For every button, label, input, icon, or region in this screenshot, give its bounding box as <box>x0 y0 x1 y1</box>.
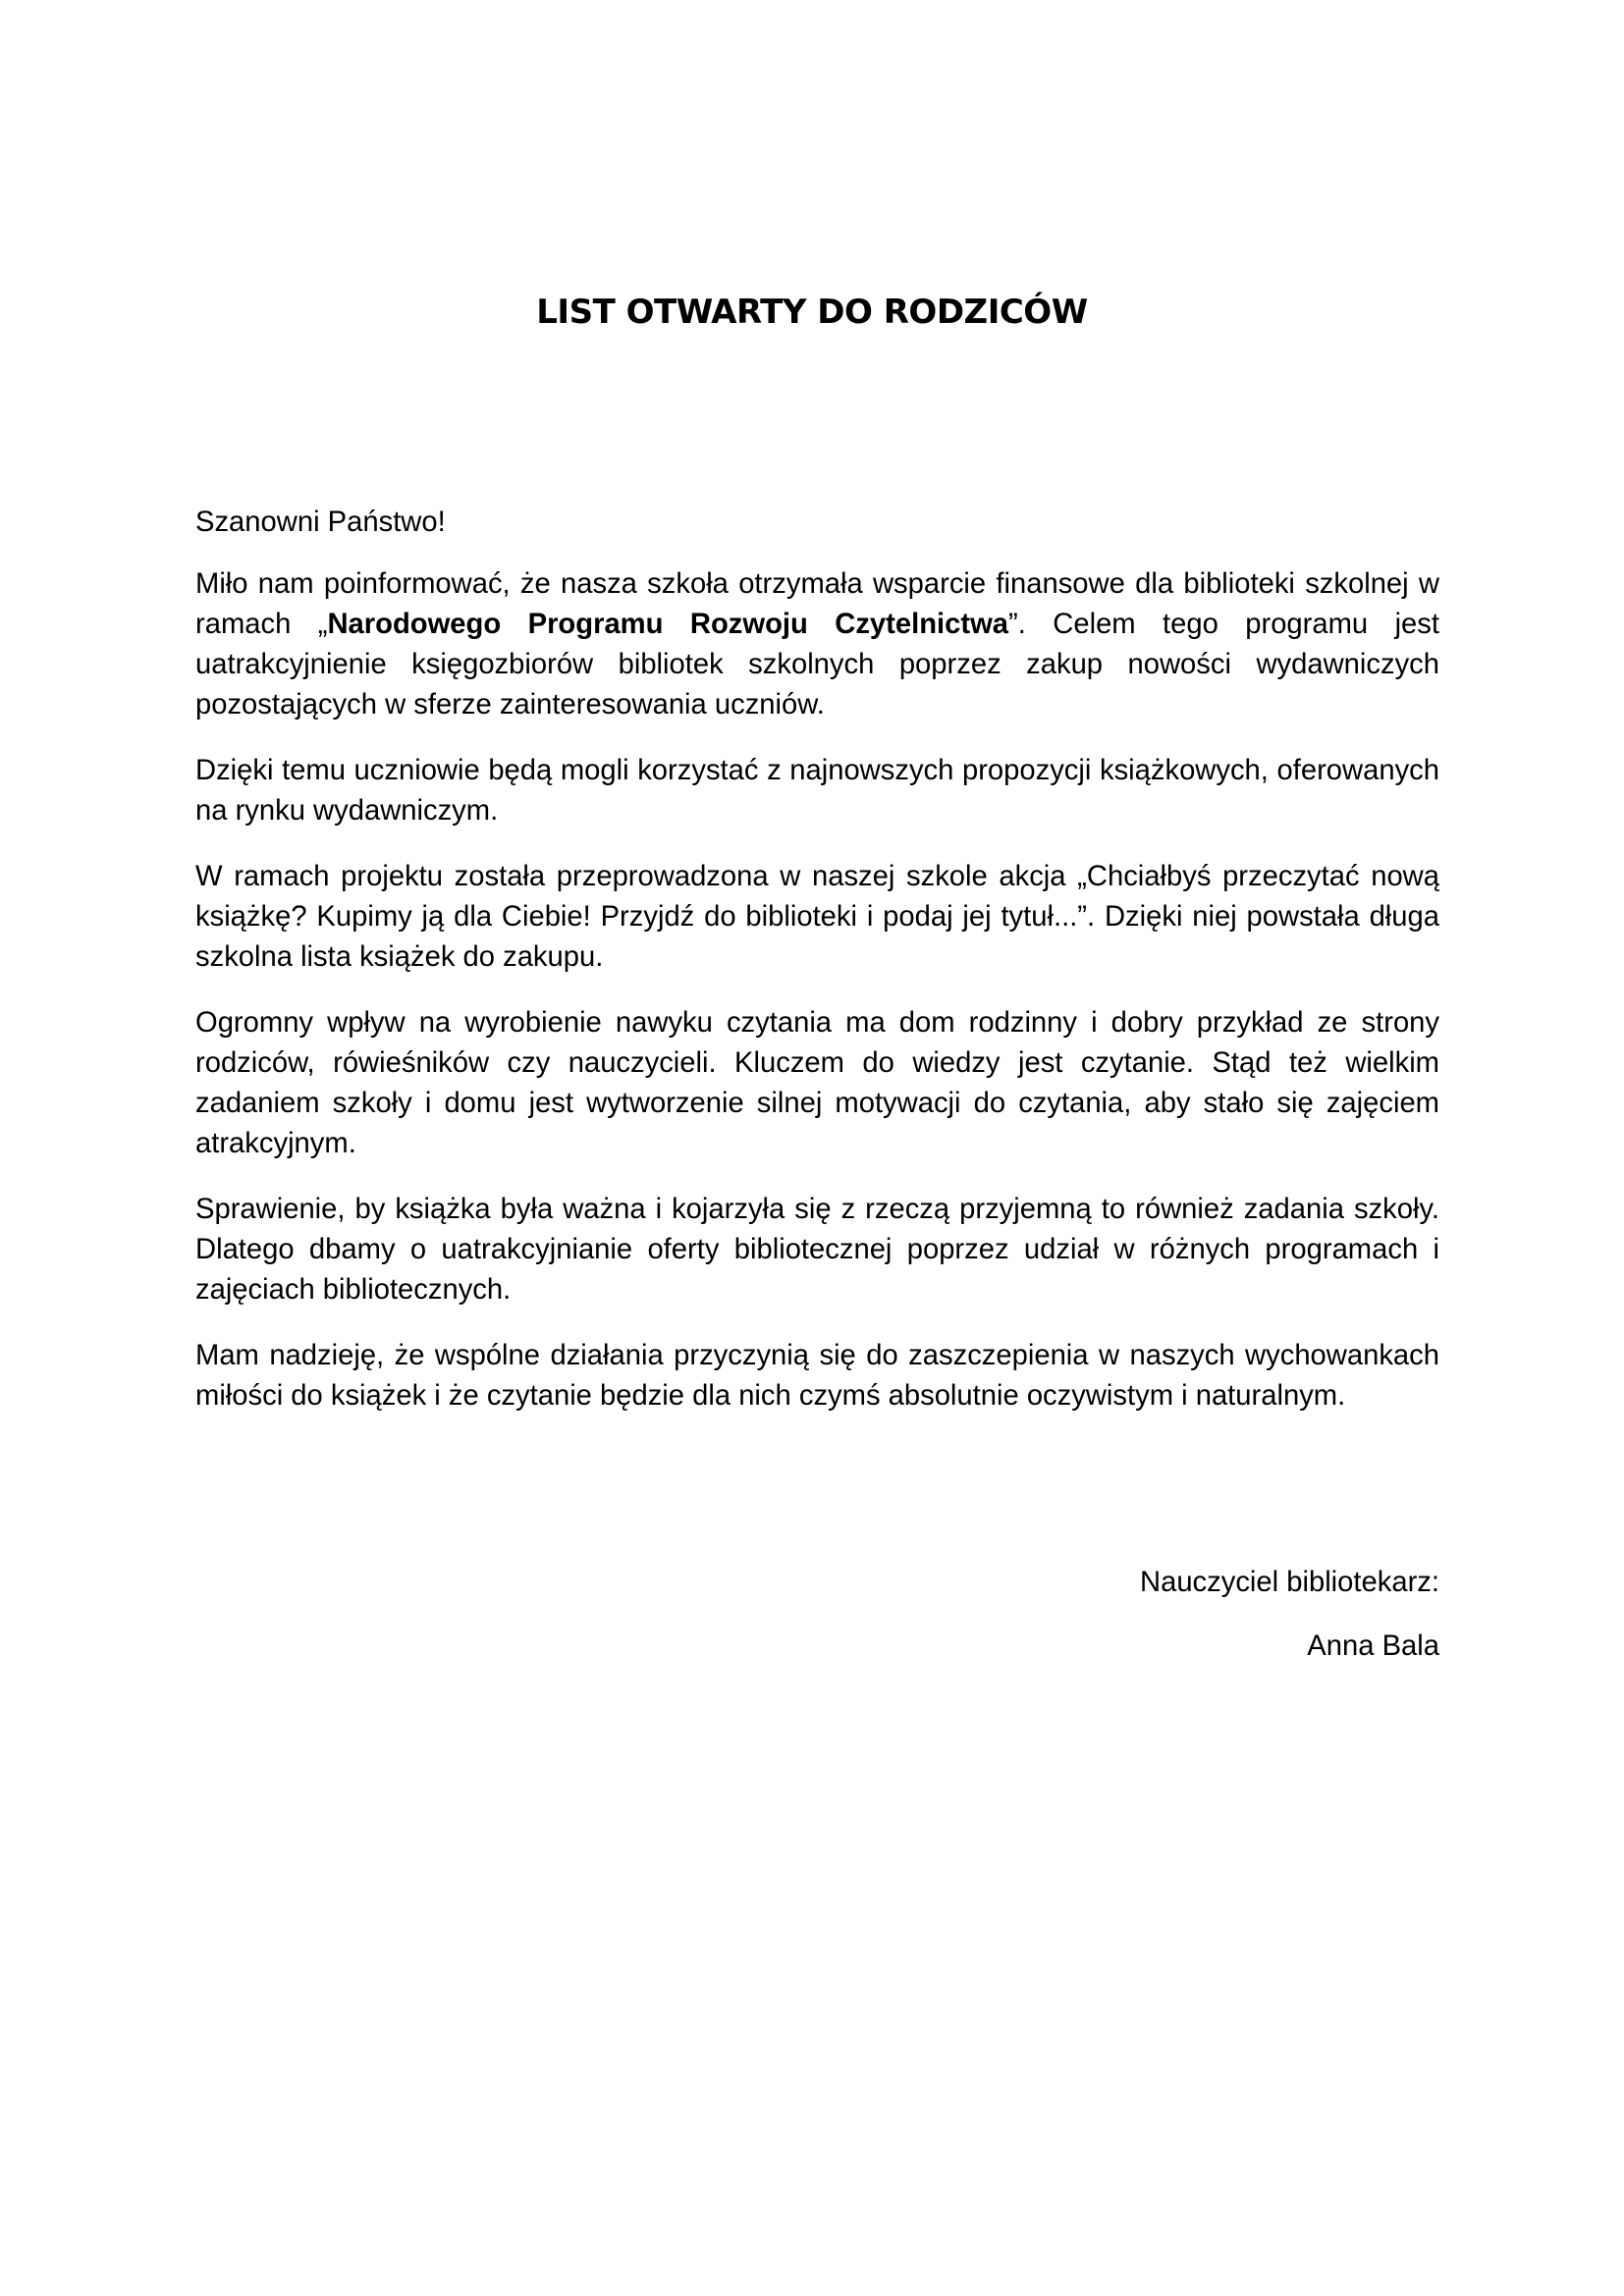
letter-body <box>195 503 1439 1442</box>
paragraph-1-after: ”. Celem tego programu jest uatrakcyjnienie księgozbiorów bibliotek szkolnych poprzez zakup nowości wydawniczych pozostających w sferze zainteresowania uczniów. <box>195 609 1439 721</box>
paragraph-3: W ramach projektu została przeprowadzona w naszej szkole akcja „Chciałbyś przeczytać nową książkę? Kupimy ją dla Ciebie! Przyjdź do biblioteki i podaj jej tytuł...”. Dzięki niej powstała długa szkolna lista książek do zakupu. <box>195 861 1439 973</box>
paragraph-2: Dzięki temu uczniowie będą mogli korzystać z najnowszych propozycji książkowych, oferowanych na rynku wydawniczym. <box>195 755 1439 827</box>
paragraph-1 <box>195 564 1439 725</box>
paragraph-6: Mam nadzieję, że wspólne działania przyczynią się do zaszczepienia w naszych wychowankach miłości do książek i że czytanie będzie dla nich czymś absolutnie oczywistym i naturalnym. <box>195 1340 1439 1412</box>
paragraph-5: Sprawienie, by książka była ważna i kojarzyła się z rzeczą przyjemną to również zadania szkoły. Dlatego dbamy o uatrakcyjnianie oferty bibliotecznej poprzez udział w różnych programach i zajęciach bibliotecznych. <box>195 1194 1439 1306</box>
paragraph-1-before: Miło nam poinformować, że nasza szkoła otrzymała wsparcie finansowe dla biblioteki szkolnej w ramach „ <box>195 568 1439 640</box>
salutation: Szanowni Państwo! <box>195 507 446 538</box>
document-title: LIST OTWARTY DO RODZICÓW <box>536 293 1088 332</box>
signature-block <box>1140 1563 1439 1690</box>
signature-role: Nauczyciel bibliotekarz: <box>1140 1567 1439 1598</box>
program-name: Narodowego Programu Rozwoju Czytelnictwa <box>327 609 1009 640</box>
signature-name: Anna Bala <box>1307 1630 1439 1662</box>
paragraph-4: Ogromny wpływ na wyrobienie nawyku czytania ma dom rodzinny i dobry przykład ze strony rodziców, rówieśników czy nauczycieli. Kluczem do wiedzy jest czytanie. Stąd też wielkim zadaniem szkoły i domu jest wytworzenie silnej motywacji do czytania, aby stało się zajęciem atrakcyjnym. <box>195 1007 1439 1159</box>
